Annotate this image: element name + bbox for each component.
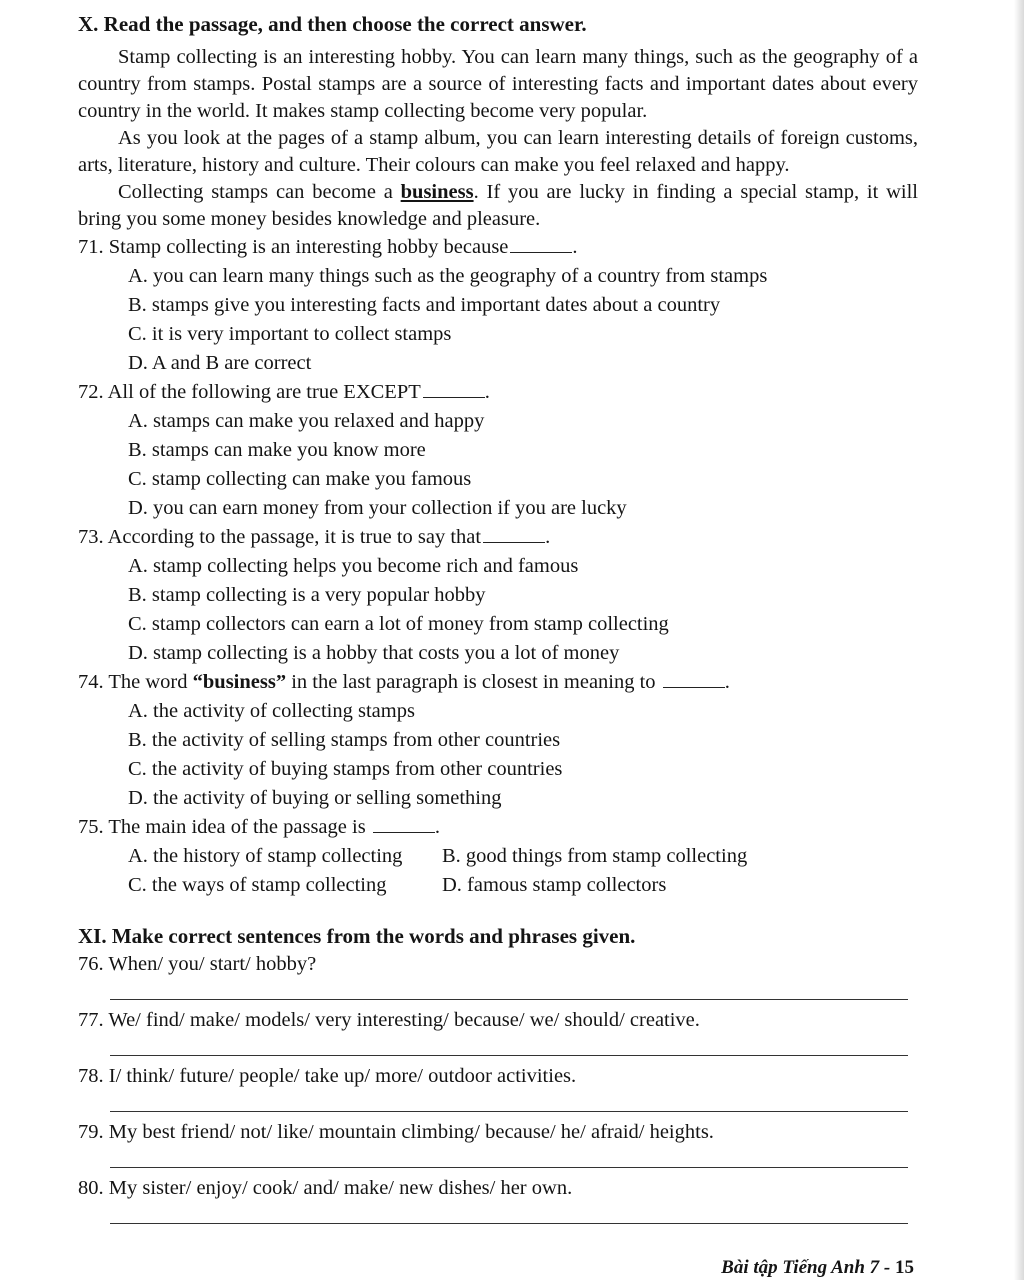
page-number: 15 [895, 1257, 914, 1278]
answer-line-77 [110, 1035, 908, 1056]
option-73-b: B. stamp collecting is a very popular hobby [128, 584, 486, 606]
options-75-row-1 [128, 842, 918, 871]
option-73-d: D. stamp collecting is a hobby that costs you a lot of money [128, 642, 620, 664]
option-74-b: B. the activity of selling stamps from other countries [128, 729, 561, 751]
book-title: Bài tập Tiếng Anh 7 - [721, 1257, 891, 1278]
option-74-a: A. the activity of collecting stamps [128, 700, 415, 722]
section-x-heading: X. Read the passage, and then choose the correct answer. [78, 12, 587, 36]
option-71-c: C. it is very important to collect stamps [128, 323, 452, 345]
question-75: 75. The main idea of the passage is . [78, 816, 440, 838]
answer-line-76 [110, 979, 908, 1000]
options-75-row-2 [128, 871, 918, 900]
passage-paragraph-3: Collecting stamps can become a business. If you are lucky in finding a special stamp, it will bring you some money besides knowledge and pleasure. [78, 181, 919, 230]
question-74: 74. The word “business” in the last paragraph is closest in meaning to . [78, 671, 730, 693]
item-80: 80. My sister/ enjoy/ cook/ and/ make/ new dishes/ her own. [78, 1177, 573, 1199]
option-75-c: C. the ways of stamp collecting [128, 874, 387, 896]
answer-blank [373, 831, 435, 833]
option-71-d: D. A and B are correct [128, 352, 312, 374]
option-75-a: A. the history of stamp collecting [128, 845, 403, 867]
page-footer [721, 1257, 914, 1279]
option-72-c: C. stamp collecting can make you famous [128, 468, 472, 490]
option-75-b: B. good things from stamp collecting [442, 845, 748, 867]
answer-line-79 [110, 1147, 908, 1168]
option-75-d: D. famous stamp collectors [442, 874, 667, 896]
option-72-d: D. you can earn money from your collection if you are lucky [128, 497, 627, 519]
passage-paragraph-2: As you look at the pages of a stamp album, you can learn interesting details of foreign customs, arts, literature, history and culture. Their colours can make you feel relaxed and happy. [78, 127, 918, 176]
option-73-a: A. stamp collecting helps you become rich and famous [128, 555, 579, 577]
underlined-word-business: business [400, 181, 474, 203]
item-78: 78. I/ think/ future/ people/ take up/ more/ outdoor activities. [78, 1065, 577, 1087]
passage-paragraph-1: Stamp collecting is an interesting hobby. You can learn many things, such as the geography of a country from stamps. Postal stamps are a source of interesting facts and important dates about every country in the world. It makes stamp collecting become very popular. [78, 46, 918, 122]
answer-line-80 [110, 1203, 908, 1224]
option-71-a: A. you can learn many things such as the geography of a country from stamps [128, 265, 768, 287]
answer-blank [510, 251, 572, 253]
worksheet-content [78, 10, 918, 1230]
question-73: 73. According to the passage, it is true to say that . [78, 526, 551, 548]
answer-blank [483, 541, 545, 543]
page-edge-shadow [1014, 0, 1024, 1280]
answer-line-78 [110, 1091, 908, 1112]
answer-blank [423, 396, 485, 398]
section-xi [78, 922, 918, 1224]
item-77: 77. We/ find/ make/ models/ very interesting/ because/ we/ should/ creative. [78, 1009, 700, 1031]
item-76: 76. When/ you/ start/ hobby? [78, 953, 317, 975]
option-73-c: C. stamp collectors can earn a lot of money from stamp collecting [128, 613, 669, 635]
question-71: 71. Stamp collecting is an interesting hobby because . [78, 236, 578, 258]
item-79: 79. My best friend/ not/ like/ mountain climbing/ because/ he/ afraid/ heights. [78, 1121, 714, 1143]
answer-blank [663, 686, 725, 688]
option-72-b: B. stamps can make you know more [128, 439, 426, 461]
section-xi-heading: XI. Make correct sentences from the words and phrases given. [78, 924, 636, 948]
question-72: 72. All of the following are true EXCEPT . [78, 381, 490, 403]
option-72-a: A. stamps can make you relaxed and happy [128, 410, 485, 432]
option-71-b: B. stamps give you interesting facts and important dates about a country [128, 294, 721, 316]
option-74-d: D. the activity of buying or selling something [128, 787, 502, 809]
option-74-c: C. the activity of buying stamps from other countries [128, 758, 563, 780]
